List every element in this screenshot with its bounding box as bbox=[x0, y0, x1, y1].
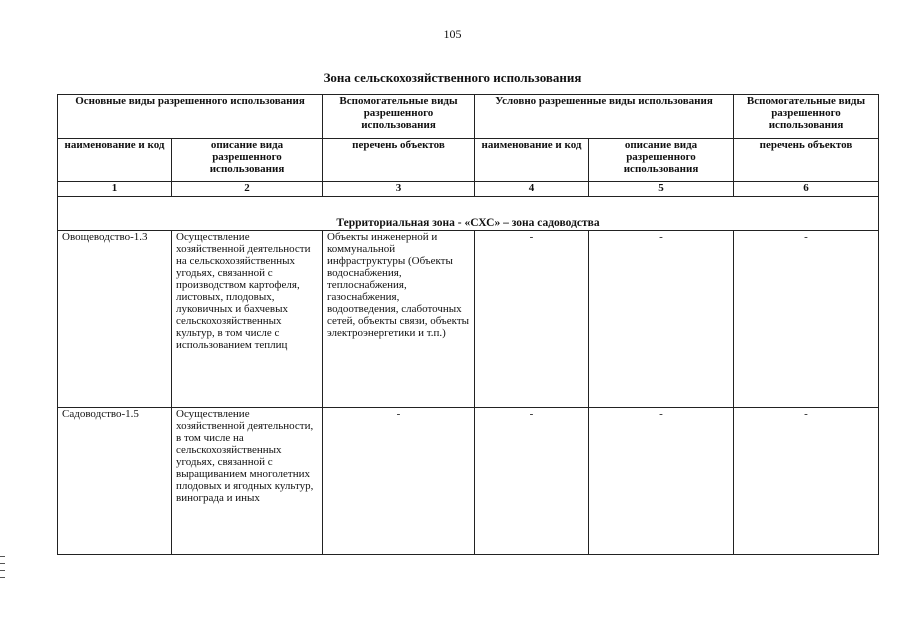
table-row bbox=[58, 408, 879, 555]
header-objects-list-2: перечень объектов bbox=[734, 139, 879, 182]
conditional-description: - bbox=[589, 408, 734, 555]
use-name-code: Овощеводство-1.3 bbox=[58, 231, 172, 408]
land-use-table bbox=[57, 94, 879, 555]
conditional-objects-list: - bbox=[734, 231, 879, 408]
column-number: 1 bbox=[58, 182, 172, 197]
table-row bbox=[58, 231, 879, 408]
use-description: Осуществление хозяйственной деятельности, в том числе на сельскохозяйственных угодьях, связанной с выращиванием многолетних плодовых и ягодных культур, винограда и иных bbox=[172, 408, 323, 555]
column-number: 3 bbox=[323, 182, 475, 197]
header-conditional-uses: Условно разрешенные виды использования bbox=[475, 95, 734, 139]
header-name-code-1: наименование и код bbox=[58, 139, 172, 182]
conditional-description: - bbox=[589, 231, 734, 408]
header-description-2: описание вида разрешенного использования bbox=[589, 139, 734, 182]
column-number: 5 bbox=[589, 182, 734, 197]
column-number: 2 bbox=[172, 182, 323, 197]
header-aux-uses-1: Вспомогательные виды разрешенного использования bbox=[323, 95, 475, 139]
column-number: 4 bbox=[475, 182, 589, 197]
header-aux-uses-2: Вспомогательные виды разрешенного использования bbox=[734, 95, 879, 139]
header-name-code-2: наименование и код bbox=[475, 139, 589, 182]
use-description: Осуществление хозяйственной деятельности на сельскохозяйственных угодьях, связанной с производством картофеля, листовых, плодовых, луковичных и бахчевых сельскохозяйственных культур, в том числе с использованием теплиц bbox=[172, 231, 323, 408]
scan-edge-marks bbox=[0, 556, 5, 592]
column-number: 6 bbox=[734, 182, 879, 197]
header-main-uses: Основные виды разрешенного использования bbox=[58, 95, 323, 139]
page-number: 105 bbox=[443, 27, 462, 41]
conditional-name-code: - bbox=[475, 231, 589, 408]
objects-list: Объекты инженерной и коммунальной инфраструктуры (Объекты водоснабжения, теплоснабжения, газоснабжения, водоотведения, слаботочных сетей, объекты связи, объекты электроэнергетики и т.п.) bbox=[323, 231, 475, 408]
header-description-1: описание вида разрешенного использования bbox=[172, 139, 323, 182]
conditional-name-code: - bbox=[475, 408, 589, 555]
document-title: Зона сельскохозяйственного использования bbox=[323, 70, 582, 85]
zone-title: Территориальная зона - «СХС» – зона садоводства bbox=[58, 197, 879, 231]
use-name-code: Садоводство-1.5 bbox=[58, 408, 172, 555]
conditional-objects-list: - bbox=[734, 408, 879, 555]
header-objects-list-1: перечень объектов bbox=[323, 139, 475, 182]
objects-list: - bbox=[323, 408, 475, 555]
